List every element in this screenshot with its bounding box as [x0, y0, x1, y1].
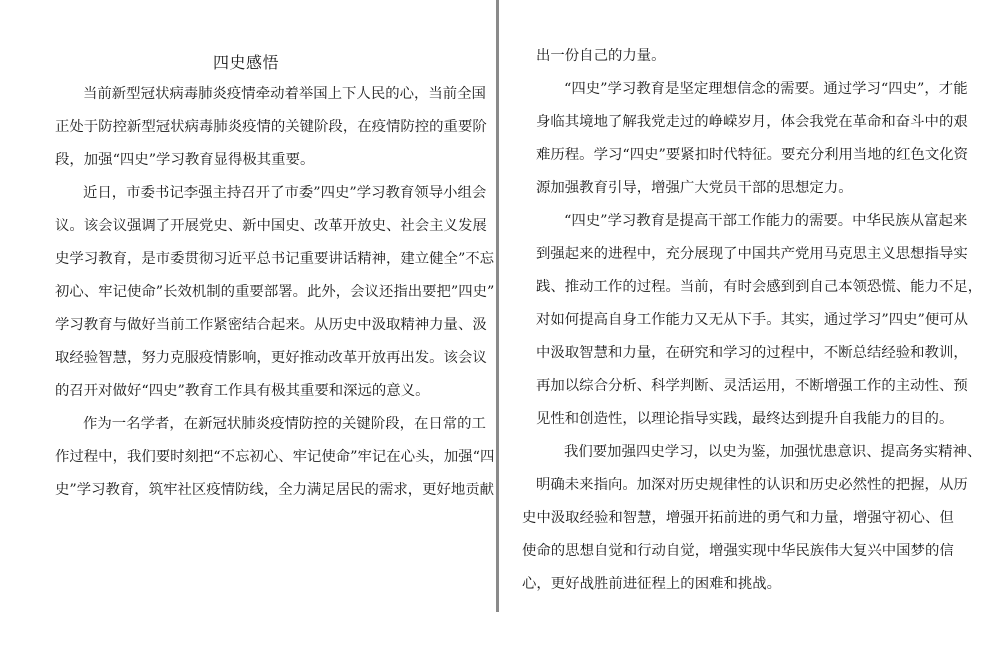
text-line: 再加以综合分析、科学判断、灵活运用，不断增强工作的主动性、预 — [536, 378, 968, 394]
text-line: 明确未来指向。加深对历史规律性的认识和历史必然性的把握，从历 — [536, 477, 968, 493]
text-line: 身临其境地了解我党走过的峥嵘岁月，体会我党在革命和奋斗中的艰 — [536, 114, 968, 130]
text-line: 初心、牢记使命”长效机制的重要部署。此外，会议还指出要把”四史” — [55, 284, 495, 300]
text-line: 史学习教育，是市委贯彻习近平总书记重要讲话精神，建立健全”不忘 — [55, 251, 495, 267]
text-line: 难历程。学习“四史”要紧扣时代特征。要充分利用当地的红色文化资 — [536, 147, 969, 163]
text-line: 到强起来的进程中，充分展现了中国共产党用马克思主义思想指导实 — [536, 246, 968, 262]
text-line: 近日，市委书记李强主持召开了市委”四史”学习教育领导小组会 — [83, 185, 487, 201]
text-line: 源加强教育引导，增强广大党员干部的思想定力。 — [536, 180, 853, 196]
text-line: 作为一名学者，在新冠状肺炎疫情防控的关键阶段，在日常的工 — [83, 416, 486, 432]
text-line: 践、推动工作的过程。当前，有时会感到到自己本领恐慌、能力不足， — [536, 279, 983, 295]
text-line: 段，加强“四史”学习教育显得极其重要。 — [55, 152, 315, 168]
text-line: 见性和创造性，以理论指导实践，最终达到提升自我能力的目的。 — [536, 411, 954, 427]
page-divider — [496, 0, 499, 612]
text-line: 史中汲取经验和智慧，增强开拓前进的勇气和力量，增强守初心、但 — [522, 510, 954, 526]
page-title: 四史感悟 — [212, 53, 279, 72]
text-line: 当前新型冠状病毒肺炎疫情牵动着举国上下人民的心，当前全国 — [83, 86, 486, 102]
text-line: 正处于防控新型冠状病毒肺炎疫情的关键阶段，在疫情防控的重要阶 — [55, 119, 487, 135]
text-line: 心，更好战胜前进征程上的困难和挑战。 — [522, 576, 782, 592]
right-column-text — [522, 40, 991, 601]
text-line: 中汲取智慧和力量，在研究和学习的过程中，不断总结经验和教训， — [536, 345, 968, 361]
text-line: 作过程中，我们要时刻把“不忘初心、牢记使命”牢记在心头，加强“四 — [55, 449, 495, 465]
text-line: 出一份自己的力量。 — [536, 48, 666, 64]
text-line: 议。该会议强调了开展党史、新中国史、改革开放史、社会主义发展 — [55, 218, 487, 234]
text-line: 对如何提高自身工作能力又无从下手。其实，通过学习”四史”便可从 — [536, 312, 969, 328]
text-line: 我们要加强四史学习，以史为鉴，加强忧患意识、提高务实精神、 — [564, 444, 982, 460]
left-column-text — [55, 78, 495, 507]
text-line: 学习教育与做好当前工作紧密结合起来。从历史中汲取精神力量、汲 — [55, 317, 487, 333]
text-line: 史”学习教育，筑牢社区疫情防线，全力满足居民的需求，更好地贡献 — [55, 482, 495, 498]
text-line: 取经验智慧，努力克服疫情影响，更好推动改革开放再出发。该会议 — [55, 350, 487, 366]
text-line: “四史”学习教育是坚定理想信念的需要。通过学习“四史”，才能 — [564, 81, 968, 97]
text-line: 使命的思想自觉和行动自觉，增强实现中华民族伟大复兴中国梦的信 — [522, 543, 954, 559]
text-line: 的召开对做好“四史”教育工作具有极其重要和深远的意义。 — [55, 383, 430, 399]
text-line: “四史”学习教育是提高干部工作能力的需要。中华民族从富起来 — [564, 213, 968, 229]
